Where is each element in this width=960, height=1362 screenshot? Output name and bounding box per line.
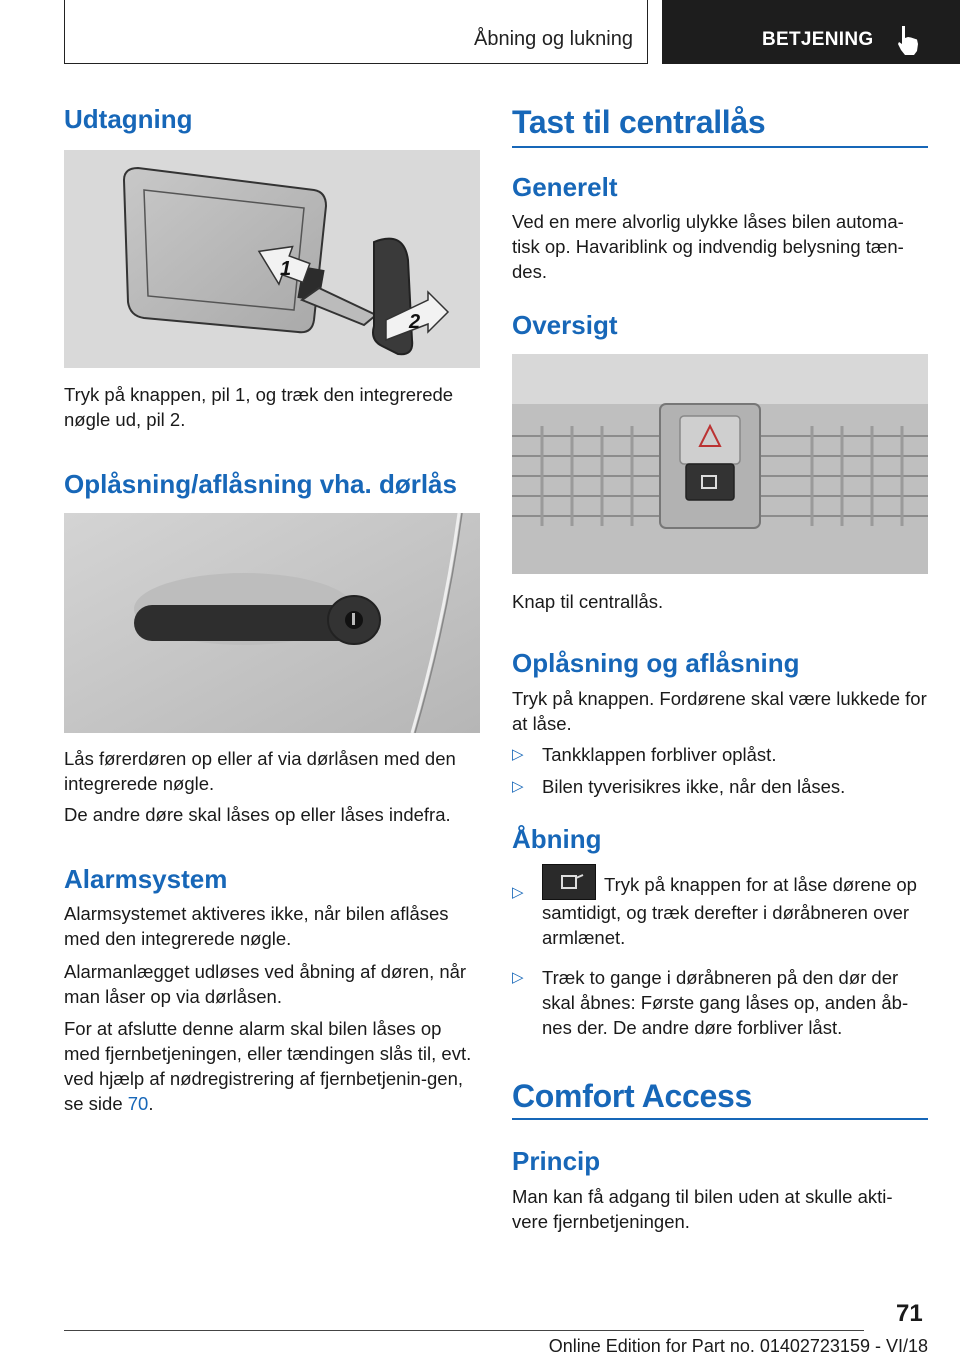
bullet-triangle-icon: ▷ [512,969,524,986]
figure-central-lock-button [512,354,928,574]
paragraph-alarm-3-text: For at afslutte denne alarm skal bilen låses op med fjernbetjeningen, eller tændingen slås til, evt. ved hjælp af nødregistrering af fjernbetjenin-gen, se side [64,1018,472,1114]
door-handle-illustration [64,513,480,733]
heading-princip: Princip [512,1146,601,1176]
heading-central-lock-button: Tast til centrallås [512,104,766,140]
heading-rule [512,1118,928,1120]
key-removal-illustration [64,150,480,368]
figure-label-2: 2 [409,311,421,333]
heading-generelt: Generelt [512,172,618,202]
paragraph-alarm-1: Alarmsystemet aktiveres ikke, når bilen aflåses med den integrerede nøgle. [64,903,449,949]
paragraph-alarm-3-end: . [148,1093,154,1114]
pointing-hand-icon [896,24,922,56]
list-item-text: Træk to gange i døråbneren på den dør der skal åbnes: Første gang låses op, anden åb-nes der. De andre døre forbliver låst. [542,967,909,1038]
paragraph-princip: Man kan få adgang til bilen uden at skulle akti-vere fjernbetjeningen. [512,1186,893,1232]
bullet-triangle-icon: ▷ [512,746,524,763]
heading-door-lock: Oplåsning/aflåsning vha. dørlås [64,469,457,499]
list-item-text: Tankklappen forbliver oplåst. [542,744,777,765]
list-item-text: Tryk på knappen for at låse dørene op samtidigt, og træk derefter i døråbneren over armlænet. [542,874,917,948]
bullet-triangle-icon: ▷ [512,778,524,795]
bullet-triangle-icon: ▷ [512,884,524,901]
heading-unlock-lock: Oplåsning og aflåsning [512,648,800,678]
heading-oversigt: Oversigt [512,310,618,340]
heading-alarm: Alarmsystem [64,864,228,894]
caption-central-lock: Knap til centrallås. [512,591,664,612]
paragraph-udtagning: Tryk på knappen, pil 1, og træk den integrerede nøgle ud, pil 2. [64,384,454,430]
heading-udtagning: Udtagning [64,104,193,134]
figure-door-handle [64,513,480,733]
figure-key-removal [64,150,480,368]
footer-rule [64,1330,864,1331]
header-chapter-box [64,0,648,64]
header-chapter-title: Åbning og lukning [473,28,633,50]
edition-note: Online Edition for Part no. 01402723159 - VI/18 [548,1336,928,1356]
paragraph-generelt: Ved en mere alvorlig ulykke låses bilen automa-tisk op. Havariblink og indvendig belysning tæn-des. [512,211,904,282]
dashboard-vent-illustration [512,354,928,574]
header-section-tab [662,0,960,64]
page-reference-link[interactable]: 70 [127,1093,149,1114]
paragraph-door-lock-2: De andre døre skal låses op eller låses indefra. [64,804,451,825]
heading-aabning: Åbning [512,824,602,854]
list-item-text: Bilen tyverisikres ikke, når den låses. [542,776,846,797]
paragraph-door-lock-1: Lås førerdøren op eller af via dørlåsen med den integrerede nøgle. [64,748,456,794]
paragraph-unlock-lock: Tryk på knappen. Fordørene skal være lukkede for at låse. [512,688,927,734]
figure-label-1: 1 [280,258,292,280]
unlock-button-icon [542,864,596,900]
header-section-title: BETJENING [762,29,874,50]
paragraph-alarm-3 [64,1016,480,1116]
page-number: 71 [896,1300,923,1327]
paragraph-alarm-2: Alarmanlægget udløses ved åbning af døren, når man låser op via dørlåsen. [64,961,467,1007]
heading-rule [512,146,928,148]
heading-comfort-access: Comfort Access [512,1078,753,1114]
list-item-content [542,864,928,950]
